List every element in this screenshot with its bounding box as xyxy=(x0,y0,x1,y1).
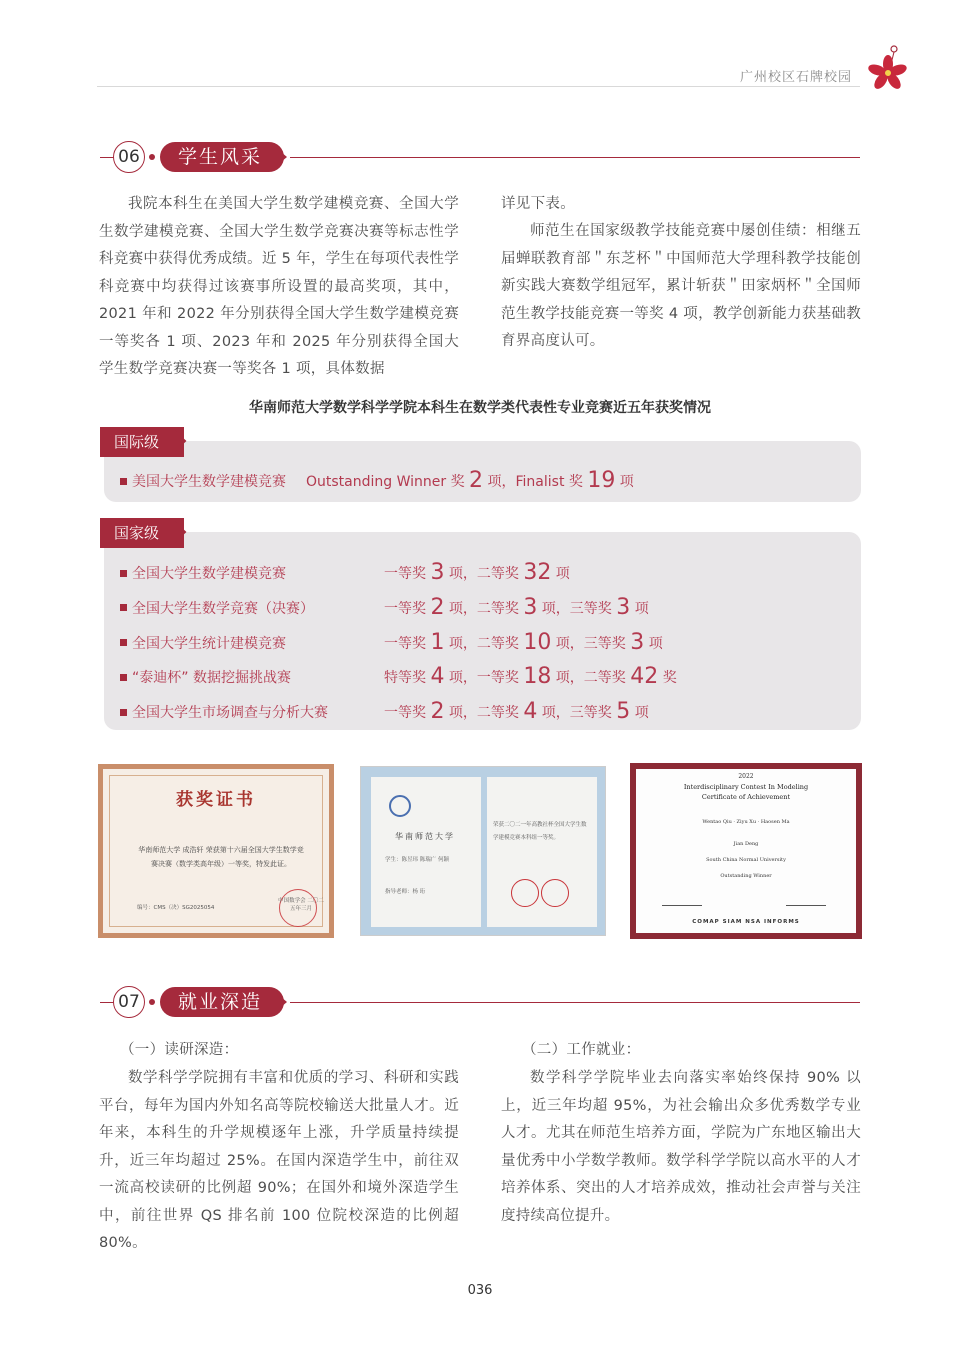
section7-dot xyxy=(149,999,155,1005)
certificate-1-body: 华南师范大学 成浩轩 荣获第十六届全国大学生数学竞赛决赛（数学类高年级）一等奖，特发此证。 xyxy=(138,846,304,868)
award-count: 10 xyxy=(523,629,552,655)
section7-right-paragraph: 数学科学学院毕业去向落实率始终保持 90% 以上，近三年均超 95%，为社会输出众多优秀数学专业人才。尤其在师范生培养方面，学院为广东地区输出大量优秀中小学数学教师。数学科学学院以高水平的人才培养体系、突出的人才培养成效，推动社会声誉与关注度持续高位提升。 xyxy=(501,1070,861,1224)
page-number: 036 xyxy=(467,1283,493,1298)
award-count: 4 xyxy=(523,699,538,725)
flower-logo-icon xyxy=(866,42,910,90)
certificate-1-number: 编号：CMS（决）SG2025054 xyxy=(137,905,215,911)
award-count: 3 xyxy=(430,560,445,585)
national-tab: 国家级 xyxy=(100,518,184,548)
certificate-2-members: 学生：陈昱玮 陈瑞广 何颖 xyxy=(385,857,449,863)
section6-right-line xyxy=(290,157,860,158)
award-text: 项 xyxy=(630,600,649,617)
certificate-2-award: 荣获二〇二一年高教社杯全国大学生数学建模竞赛本科组一等奖。 xyxy=(493,822,587,841)
award-text: 特等奖 xyxy=(384,670,431,687)
award-count: 4 xyxy=(430,664,445,690)
competition-name: 美国大学生数学建模竞赛 xyxy=(132,474,286,490)
national-row xyxy=(120,664,677,688)
certificate-image-1 xyxy=(98,764,334,938)
award-text: 项，二等奖 xyxy=(444,635,524,652)
section7-number: 07 xyxy=(113,986,145,1018)
bullet-icon xyxy=(120,709,127,716)
bullet-icon xyxy=(120,639,127,646)
competition-name: “泰迪杯” 数据挖掘挑战赛 xyxy=(132,670,291,687)
award-text: 项 xyxy=(551,566,570,582)
award-count: 5 xyxy=(616,699,631,725)
award-count: 1 xyxy=(430,629,445,655)
certificate-3-year: 2022 xyxy=(738,773,754,780)
bullet-icon xyxy=(120,674,127,681)
national-row xyxy=(120,595,649,619)
section6-dot xyxy=(149,154,155,160)
signature-line-2 xyxy=(786,905,826,906)
certificate-2-seal-1 xyxy=(511,879,539,907)
section6-left-paragraph: 我院本科生在美国大学生数学建模竞赛、全国大学生数学建模竞赛、全国大学生数学竞赛决赛等标志性学科竞赛中获得优秀成绩。近 5 年，学生在每项代表性学科竞赛中均获得过该赛事所设置的最高奖项，其中，2021 年和 2022 年分别获得全国大学生数学建模竞赛一等奖各 1 项、2023 年和 2025 年分别获得全国大学生数学竞赛决赛一等奖各 1 项，具体数据 xyxy=(99,196,459,377)
award-text: 项，二等奖 xyxy=(444,566,524,582)
award-text: 一等奖 xyxy=(384,705,431,722)
award-text: 项 xyxy=(630,705,649,722)
national-row xyxy=(120,699,649,723)
header-divider xyxy=(97,86,860,87)
award-text: 一等奖 xyxy=(384,635,431,652)
section6-arrow-icon xyxy=(281,152,287,162)
section7-left-paragraph: 数学科学学院拥有丰富和优质的学习、科研和实践平台，每年为国内外知名高等院校输送大批量人才。近年来，本科生的升学规模逐年上涨，升学质量持续提升，近三年均超过 25%。在国内深造学生中，前往双一流高校读研的比例超 90%；在国外和境外深造学生中，前往世界 QS 排名前 100 位院校深造的比例超 80%。 xyxy=(99,1070,459,1251)
competition-name: 全国大学生市场调查与分析大赛 xyxy=(132,705,328,722)
award-text: 项，三等奖 xyxy=(537,600,617,617)
certificate-3-subtitle: Certificate of Achievement xyxy=(701,793,791,801)
certificate-3-school: South China Normal University xyxy=(706,857,786,863)
award-count: 32 xyxy=(523,560,552,585)
section7-title: 就业深造 xyxy=(160,987,284,1017)
award-text: Outstanding Winner 奖 xyxy=(306,474,470,490)
award-text: 一等奖 xyxy=(384,600,431,617)
award-count: 2 xyxy=(430,699,445,725)
certificate-3-names: Wentao Qiu · Ziyu Xu · Haosen Ma xyxy=(702,819,790,825)
award-text: 一等奖 xyxy=(384,566,431,582)
competition-name: 全国大学生统计建模竞赛 xyxy=(132,635,286,652)
certificate-1-title: 获奖证书 xyxy=(176,790,256,810)
section6-number: 06 xyxy=(113,141,145,173)
certificate-3-sponsor-logos: COMAP SIAM NSA INFORMS xyxy=(692,919,800,925)
certificate-2-advisor: 指导老师：杨 珩 xyxy=(385,889,426,895)
bullet-icon xyxy=(120,604,127,611)
section6-right-paragraph-1: 详见下表。 xyxy=(501,196,575,212)
national-row xyxy=(120,630,663,654)
award-count: 2 xyxy=(469,468,484,493)
award-text: 项 xyxy=(615,474,634,490)
certificate-3-title: Interdisciplinary Contest In Modeling xyxy=(683,783,809,791)
award-count: 2 xyxy=(430,594,445,620)
campus-label: 广州校区石牌校园 xyxy=(740,70,853,85)
certificate-3-award: Outstanding Winner xyxy=(720,873,772,879)
section6-title: 学生风采 xyxy=(160,142,284,172)
award-count: 3 xyxy=(616,594,631,620)
international-tab: 国际级 xyxy=(100,427,184,457)
section6-right-paragraph-2: 师范生在国家级教学技能竞赛中屡创佳绩：相继五届蝉联教育部＂东芝杯＂中国师范大学理科教学技能创新实践大赛数学组冠军，累计斩获＂田家炳杯＂全国师范生教学技能竞赛一等奖 4 项，教学创新能力获基础教育界高度认可。 xyxy=(501,223,861,349)
competition-name: 全国大学生数学建模竞赛 xyxy=(132,566,286,582)
cmcm-logo-icon xyxy=(389,795,411,817)
section7-right-heading: （二）工作就业： xyxy=(522,1042,641,1058)
competition-name: 全国大学生数学竞赛（决赛） xyxy=(132,600,314,617)
award-text: 奖 xyxy=(658,670,677,687)
section7-left-line xyxy=(100,1002,114,1003)
bullet-icon xyxy=(120,478,127,485)
award-count: 18 xyxy=(523,664,552,690)
award-count: 42 xyxy=(630,664,659,690)
award-count: 3 xyxy=(523,594,538,620)
section7-arrow-icon xyxy=(281,997,287,1007)
certificate-1-issuer: 中国数学会 二〇二五年三月 xyxy=(278,898,324,912)
bullet-icon xyxy=(120,570,127,577)
award-text: 项，二等奖 xyxy=(444,705,524,722)
award-text: 项，二等奖 xyxy=(551,670,631,687)
section6-left-line xyxy=(100,157,114,158)
national-row xyxy=(120,560,570,584)
certificate-2-school: 华南师范大学 xyxy=(395,832,455,841)
awards-table-title: 华南师范大学数学科学学院本科生在数学类代表性专业竞赛近五年获奖情况 xyxy=(249,400,711,416)
award-text: 项，三等奖 xyxy=(551,635,631,652)
award-count: 3 xyxy=(630,629,645,655)
award-text: 项，三等奖 xyxy=(537,705,617,722)
certificate-image-3 xyxy=(630,763,862,939)
award-count: 19 xyxy=(587,468,616,493)
award-text: 项，Finalist 奖 xyxy=(483,474,588,490)
certificate-3-advisor: Jian Deng xyxy=(733,841,759,847)
international-row xyxy=(120,468,634,492)
section7-right-line xyxy=(290,1002,860,1003)
award-text: 项，一等奖 xyxy=(444,670,524,687)
certificate-2-seal-2 xyxy=(541,879,569,907)
section7-left-heading: （一）读研深造： xyxy=(120,1042,239,1058)
award-text: 项 xyxy=(644,635,663,652)
signature-line-1 xyxy=(662,905,702,906)
certificate-image-2 xyxy=(360,766,606,936)
award-text: 项，二等奖 xyxy=(444,600,524,617)
